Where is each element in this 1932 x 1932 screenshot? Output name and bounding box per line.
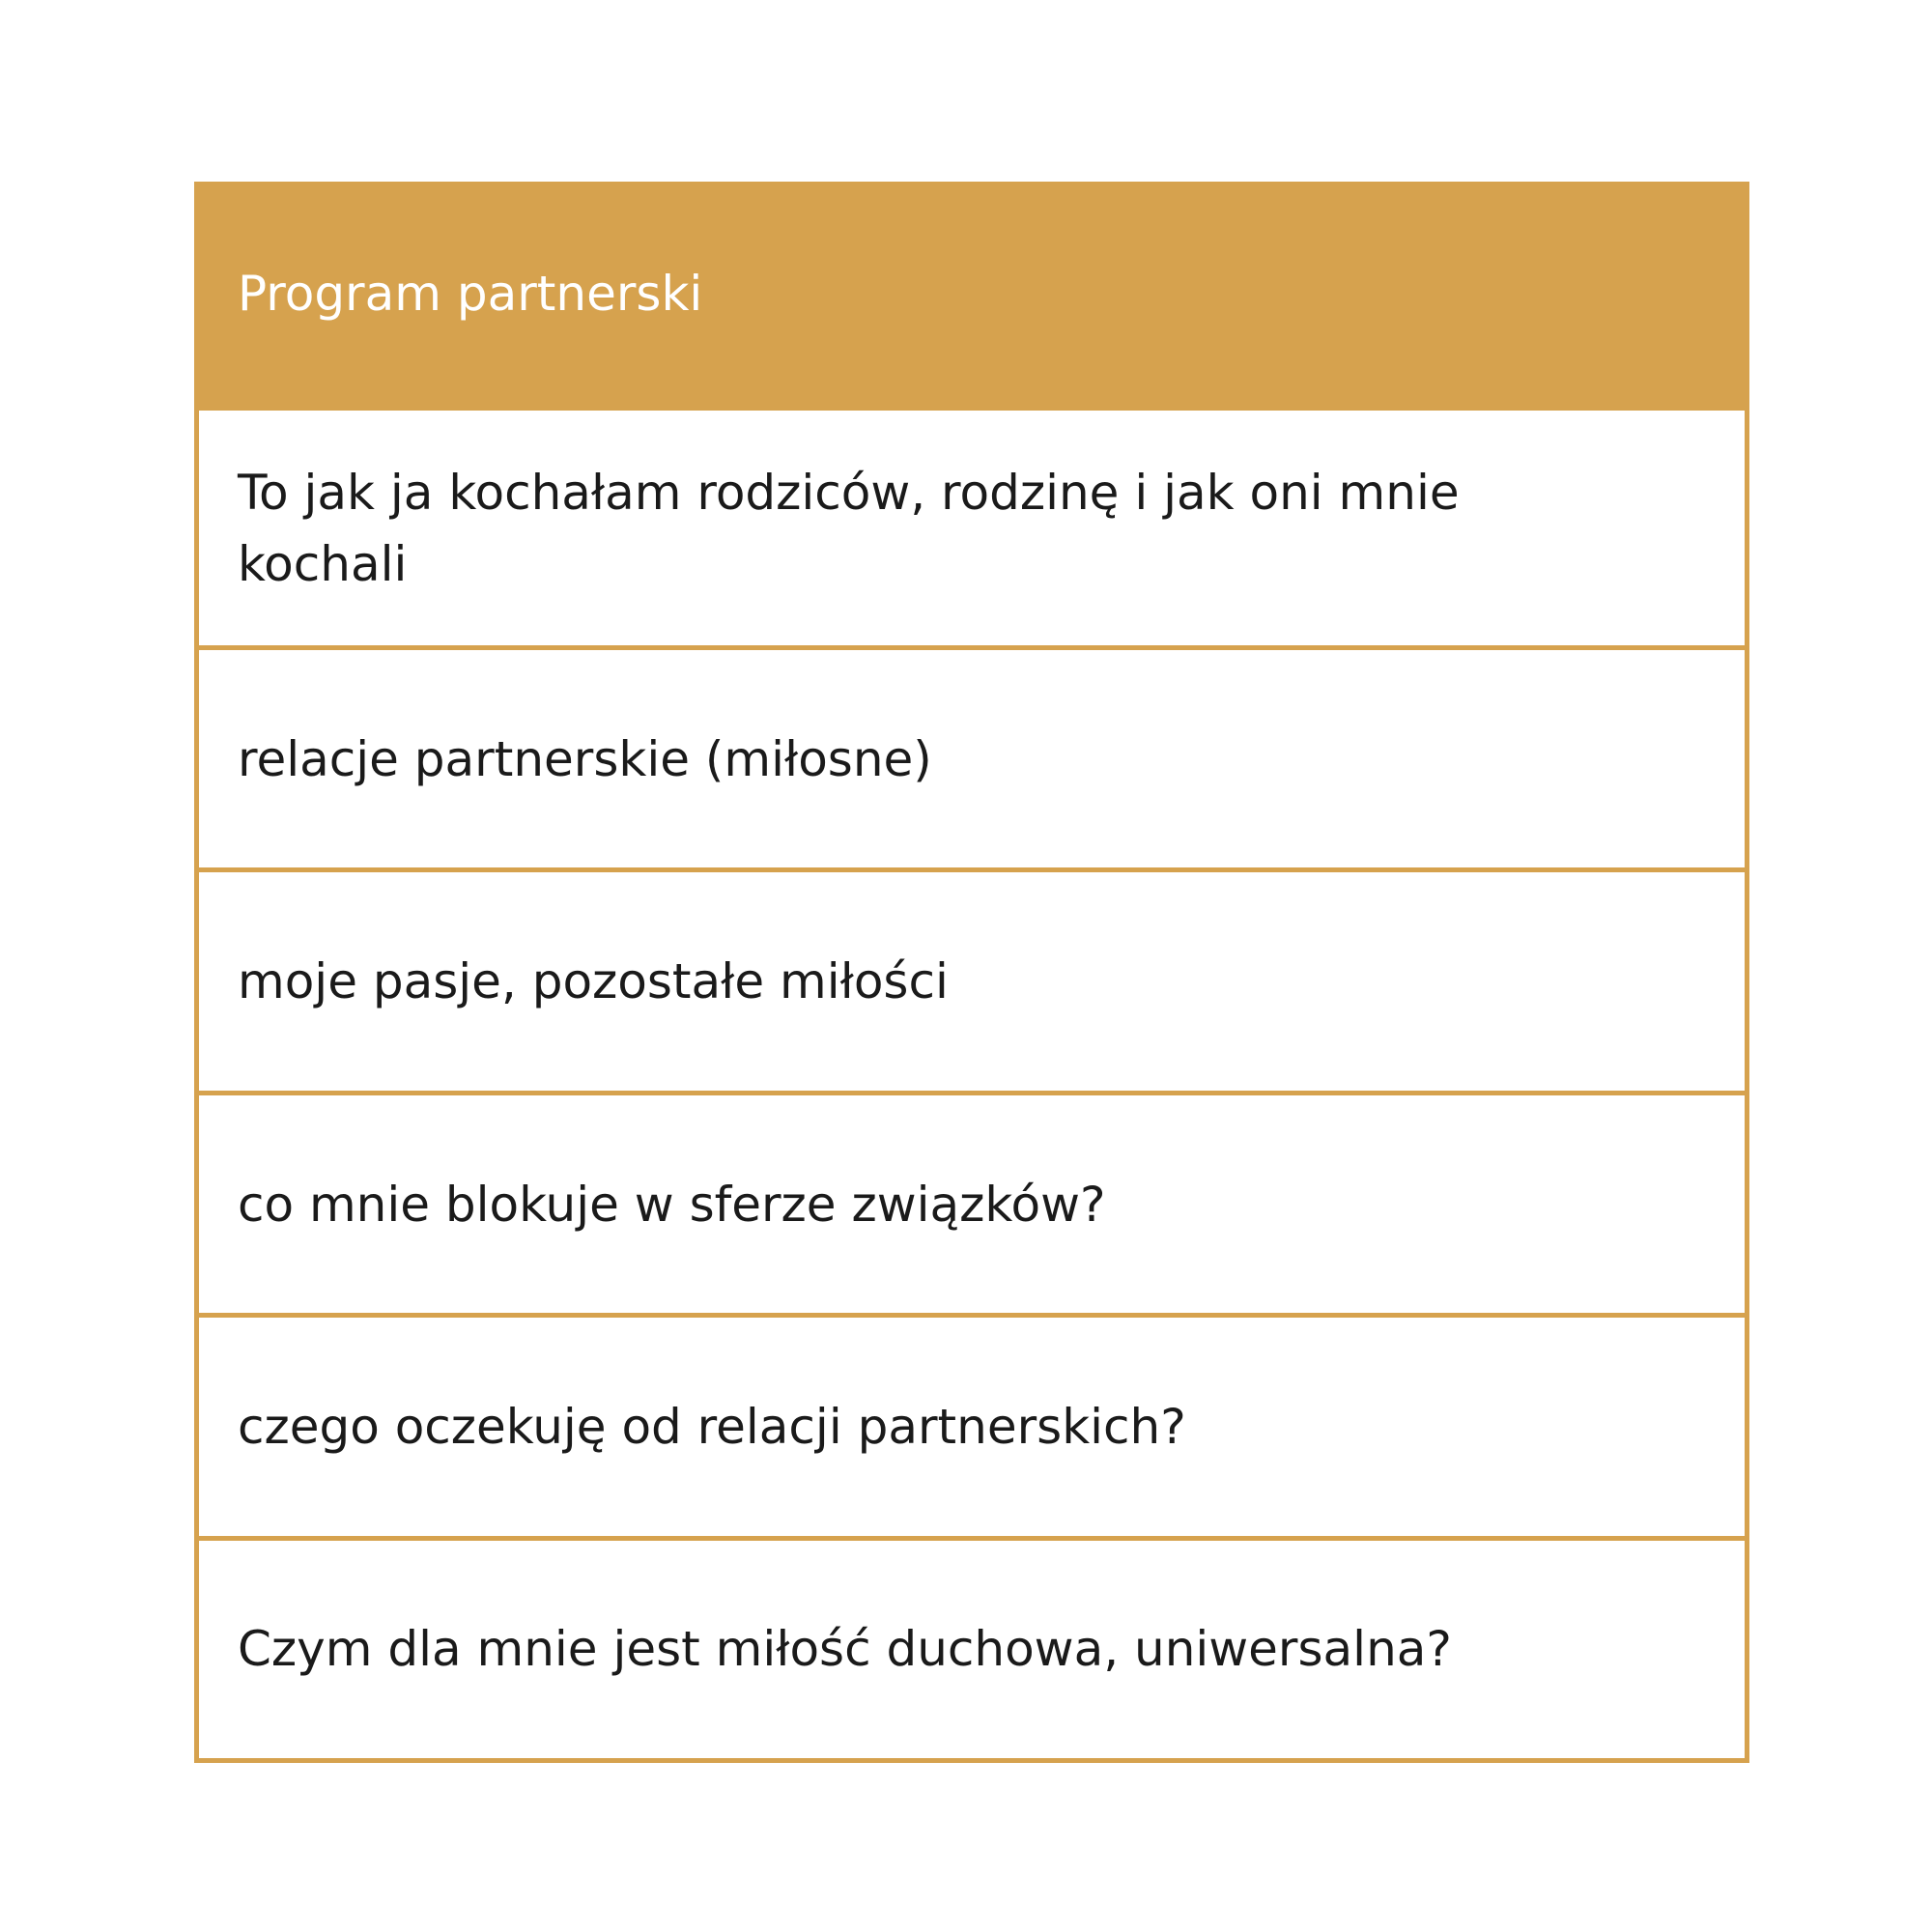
table-row: [199, 1091, 1745, 1313]
table-header-title: Program partnerski: [238, 266, 703, 322]
table-row: [199, 1313, 1745, 1535]
table-row-text: moje pasje, pozostałe miłości: [238, 953, 949, 1010]
table-row-text: czego oczekuję od relacji partnerskich?: [238, 1398, 1186, 1455]
table-row: [199, 1536, 1745, 1758]
table-row-text: co mnie blokuje w sferze związków?: [238, 1176, 1106, 1233]
table-row-text: relacje partnerskie (miłosne): [238, 730, 932, 787]
table-row-text: To jak ja kochałam rodziców, rodzinę i jak oni mnie kochali: [238, 464, 1460, 592]
table-row: [199, 406, 1745, 645]
table-row: [199, 645, 1745, 867]
table-header: [194, 182, 1749, 406]
table-row-text: Czym dla mnie jest miłość duchowa, uniwersalna?: [238, 1621, 1452, 1678]
table-row: [199, 867, 1745, 1090]
program-table: [194, 182, 1749, 1763]
